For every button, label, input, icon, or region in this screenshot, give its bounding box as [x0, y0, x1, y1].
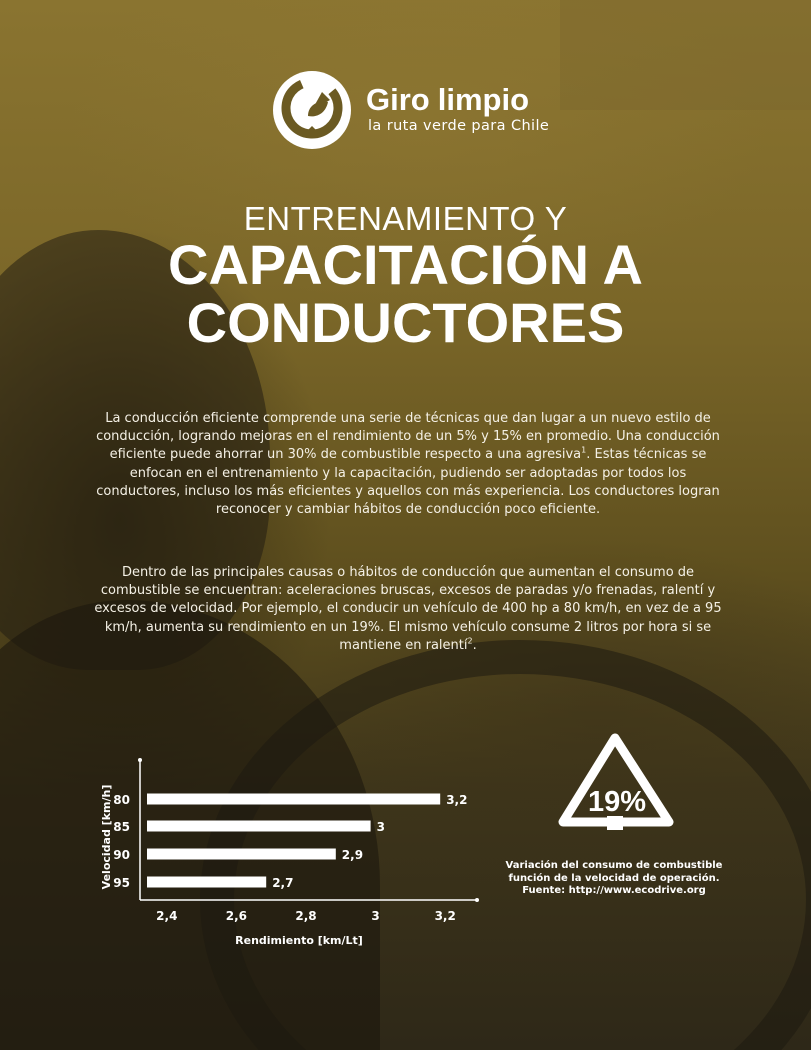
- intro-paragraph: [90, 410, 726, 519]
- title-line1: ENTRENAMIENTO Y: [243, 200, 568, 237]
- causes-text-a: Dentro de las principales causas o hábitos de conducción que aumentan el consumo de combustible se encuentran: aceleraciones bruscas, excesos de paradas y/o frenadas, ralentí y excesos de velocidad. Por ejemplo, el conducir un vehículo de 400 hp a 80 km/h, en vez de a 95 km/h, aumenta su rendimiento en un 19%. El mismo vehículo consume 2 litros por hora si se mantiene en ralentí: [94, 565, 722, 653]
- bar-80: [147, 794, 440, 805]
- y-axis-label: Velocidad [km/h]: [100, 784, 113, 890]
- causes-text-b: .: [472, 637, 477, 653]
- bar-85: [147, 821, 371, 832]
- brand-name: [366, 82, 529, 118]
- intro-text-b: . Estas técnicas se enfocan en el entrenamiento y la capacitación, pudiendo ser adoptadas por todos los conductores, incluso los más eficientes y aquellos con más experiencia. Los conductores logran reconocer y cambiar hábitos de conducción poco eficiente.: [96, 447, 720, 518]
- x-tick-label-2: 2,8: [295, 909, 317, 923]
- footnote-ref-1: 1: [581, 446, 587, 456]
- y-axis-end-dot: [138, 758, 142, 762]
- intro-text-a: La conducción eficiente comprende una serie de técnicas que dan lugar a un nuevo estilo de conducción, logrando mejoras en el rendimiento de un 5% y 15% en promedio. Una conducción eficiente puede ahorrar un 30% de combustible respecto a una agresiva: [96, 411, 720, 463]
- x-tick-label-1: 2,6: [225, 909, 248, 923]
- y-tick-label-80: 80: [113, 793, 130, 807]
- bar-value-label-80: 3,2: [446, 793, 468, 807]
- y-tick-label-95: 95: [113, 876, 130, 890]
- brand-tagline: la ruta verde para Chile: [368, 118, 550, 134]
- percentage-badge: [557, 730, 677, 835]
- brand-name-part1: Giro: [366, 82, 430, 117]
- badge-value: 19%: [587, 786, 647, 818]
- background-window: [560, 0, 811, 110]
- bar-value-label-90: 2,9: [341, 848, 364, 862]
- caption-line1: Variación del consumo de combustible: [505, 860, 723, 871]
- bar-90: [147, 849, 336, 860]
- x-tick-label-0: 2,4: [156, 909, 178, 923]
- leaf-arrow-logo-icon: [272, 70, 352, 150]
- bar-value-label-85: 3: [376, 820, 385, 834]
- x-axis-label: Rendimiento [km/Lt]: [235, 934, 363, 947]
- title-line2: CAPACITACIÓN A: [168, 233, 643, 296]
- x-tick-label-3: 3: [371, 909, 380, 923]
- bar-value-label-95: 2,7: [272, 876, 294, 890]
- bar-95: [147, 877, 266, 888]
- y-tick-label-85: 85: [113, 820, 130, 834]
- caption-line3: Fuente: http://www.ecodrive.org: [522, 885, 706, 896]
- caption-line2: función de la velocidad de operación.: [508, 872, 720, 884]
- x-axis-end-dot: [475, 898, 479, 902]
- y-tick-label-90: 90: [113, 848, 130, 862]
- footnote-ref-2: 2: [467, 636, 473, 646]
- x-tick-label-4: 3,2: [434, 909, 456, 923]
- speed-efficiency-chart: [95, 755, 495, 955]
- title-line3: CONDUCTORES: [186, 291, 625, 354]
- brand-logo: [272, 70, 562, 150]
- chart-svg: [95, 755, 495, 955]
- causes-paragraph: [90, 564, 726, 655]
- brand-name-part2: limpio: [437, 82, 530, 117]
- chart-caption: [486, 860, 742, 898]
- triangle-badge-icon: [557, 730, 677, 835]
